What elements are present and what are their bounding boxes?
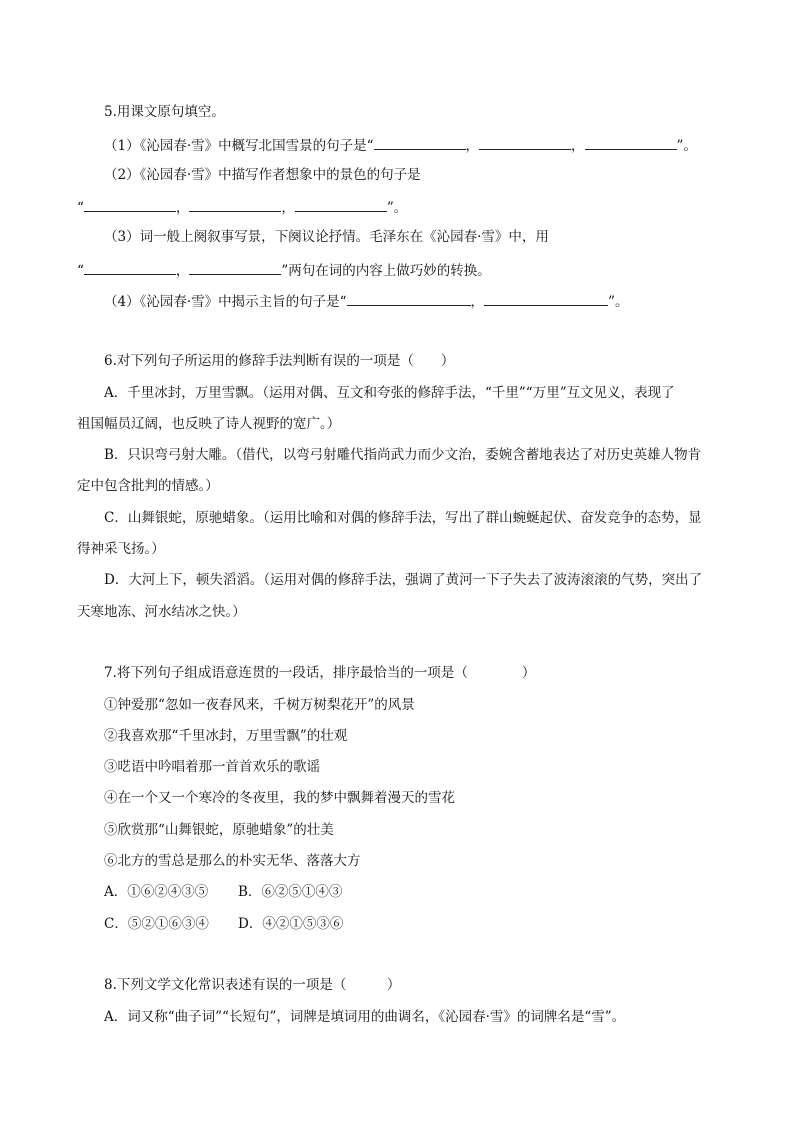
- q6-option-c: C．山舞银蛇，原驰蜡象。（运用比喻和对偶的修辞手法，写出了群山蜿蜒起伏、奋发竞争的态势，显: [104, 510, 702, 526]
- q7-option-c: C．⑤②①⑥③④: [104, 916, 209, 932]
- q7-option-a: A．①⑥②④③⑤: [104, 884, 209, 900]
- q5-item-3-suffix: ”两句在词的内容上做巧妙的转换。: [281, 263, 491, 279]
- q6-option-d: D．大河上下，顿失滔滔。（运用对偶的修辞手法，强调了黄河一下子失去了波涛滚滚的气势，突出了: [104, 572, 703, 588]
- answer-blank[interactable]: [374, 135, 466, 150]
- q7-sentence-3: ③呓语中吟唱着那一首首欢乐的歌谣: [104, 759, 320, 775]
- question-5-item-2-answers: [77, 197, 407, 215]
- q6-option-b: B．只识弯弓射大雕。（借代，以弯弓射雕代指尚武力而少文治，委婉含蓄地表达了对历史英雄人物肯: [104, 447, 702, 463]
- q5-item-4-suffix: ”。: [608, 294, 629, 310]
- q5-separator: ，: [470, 294, 485, 310]
- q5-item-4-prefix: （4）《沁园春·雪》中揭示主旨的句子是“: [104, 294, 347, 310]
- q5-separator: ，: [281, 200, 295, 216]
- q6-option-a: A．千里冰封，万里雪飘。（运用对偶、互文和夸张的修辞手法，“千里”“万里”互文见义，表现了: [104, 385, 675, 401]
- question-5-item-3-answers: [77, 260, 491, 278]
- q7-sentence-1: ①钟爱那“忽如一夜春风来，千树万树梨花开”的风景: [104, 697, 415, 713]
- question-5-item-3: （3）词一般上阕叙事写景，下阕议论抒情。毛泽东在《沁园春·雪》中，用: [104, 229, 549, 245]
- answer-blank[interactable]: [84, 260, 176, 275]
- q7-sentence-6: ⑥北方的雪总是那么的朴实无华、落落大方: [104, 853, 361, 869]
- question-7-title: 7.将下列句子组成语意连贯的一段话，排序最恰当的一项是（ ）: [104, 665, 536, 681]
- answer-blank[interactable]: [347, 291, 471, 306]
- answer-blank[interactable]: [585, 135, 677, 150]
- q7-option-b: B．⑥②⑤①④③: [238, 884, 343, 900]
- q7-option-d: D．④②①⑤③⑥: [238, 916, 344, 932]
- q7-sentence-5: ⑤欣赏那“山舞银蛇，原驰蜡象”的壮美: [104, 822, 334, 838]
- q5-separator: ，: [571, 138, 585, 154]
- question-5-item-2: （2）《沁园春·雪》中描写作者想象中的景色的句子是: [104, 167, 421, 183]
- q6-option-b-cont: 定中包含批判的情感。）: [77, 478, 219, 494]
- answer-blank[interactable]: [189, 260, 281, 275]
- q5-separator: ，: [175, 263, 190, 279]
- answer-blank[interactable]: [84, 197, 176, 212]
- q7-sentence-2: ②我喜欢那“千里冰封，万里雪飘”的壮观: [104, 728, 348, 744]
- open-quote: “: [77, 200, 84, 216]
- q6-option-c-cont: 得神采飞扬。）: [77, 541, 165, 557]
- q6-option-d-cont: 天寒地冻、河水结冰之快。）: [77, 604, 246, 620]
- close-quote: ”。: [386, 200, 408, 216]
- answer-blank[interactable]: [189, 197, 281, 212]
- answer-blank[interactable]: [479, 135, 571, 150]
- q5-separator: ，: [175, 200, 190, 216]
- q5-separator: ，: [465, 138, 480, 154]
- question-5-item-1: [104, 135, 697, 153]
- q8-option-a: A．词又称“曲子词”“长短句”，词牌是填词用的曲调名，《沁园春·雪》的词牌名是“雪”。: [104, 1009, 626, 1025]
- q5-item-1-suffix: ”。: [676, 138, 697, 154]
- question-8-title: 8.下列文学文化常识表述有误的一项是（ ）: [104, 977, 401, 993]
- q5-item-1-prefix: （1）《沁园春·雪》中概写北国雪景的句子是“: [104, 138, 374, 154]
- q7-sentence-4: ④在一个又一个寒冷的冬夜里，我的梦中飘舞着漫天的雪花: [104, 790, 455, 806]
- answer-blank[interactable]: [484, 291, 608, 306]
- answer-blank[interactable]: [295, 197, 387, 212]
- q6-option-a-cont: 祖国幅员辽阔，也反映了诗人视野的宽广。）: [77, 416, 341, 432]
- question-5-title: 5.用课文原句填空。: [104, 104, 225, 120]
- question-6-title: 6.对下列句子所运用的修辞手法判断有误的一项是（ ）: [104, 353, 455, 369]
- question-5-item-4: [104, 291, 628, 309]
- open-quote: “: [77, 263, 84, 279]
